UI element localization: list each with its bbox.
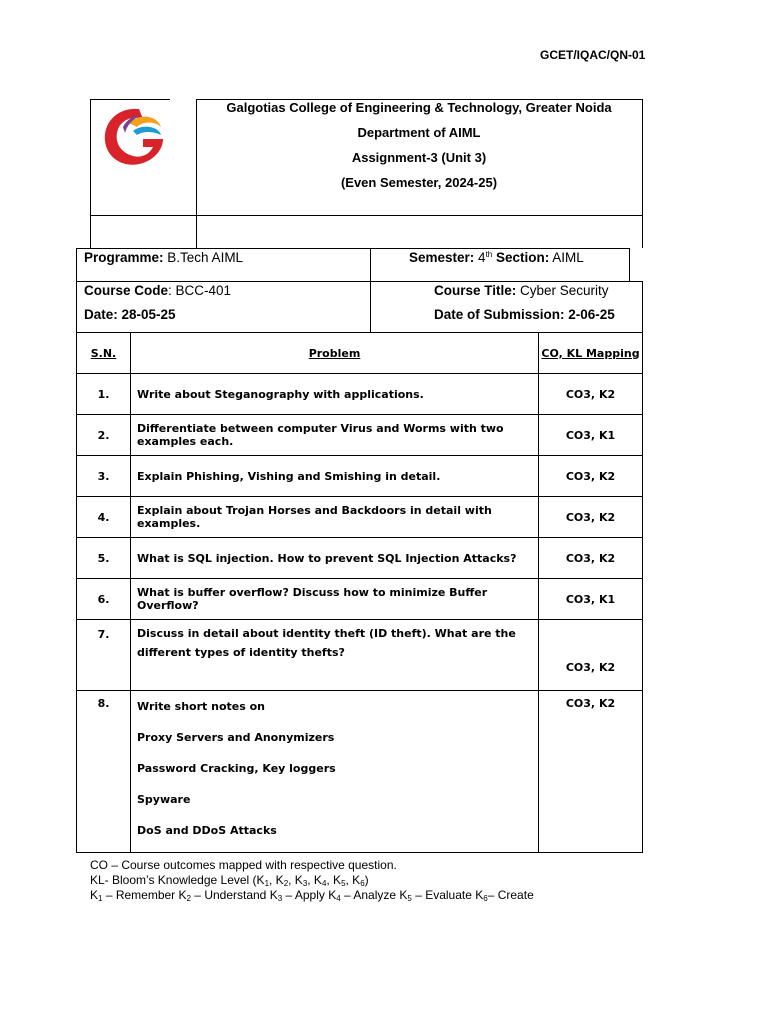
header-co-kl: CO, KL Mapping <box>539 333 643 374</box>
row-problem: What is SQL injection. How to prevent SQL Injection Attacks? <box>131 538 539 579</box>
course-code-label: Course Code <box>84 283 169 298</box>
row-co: CO3, K1 <box>539 415 643 456</box>
notes-line: Proxy Servers and Anonymizers <box>137 731 335 744</box>
table-header-row <box>77 333 643 374</box>
row-co: CO3, K2 <box>539 620 643 691</box>
row-problem: What is buffer overflow? Discuss how to minimize Buffer Overflow? <box>131 579 539 620</box>
notes-line: Password Cracking, Key loggers <box>137 762 336 775</box>
department-name: Department of AIML <box>357 125 481 140</box>
course-title-label: Course Title: <box>434 283 517 298</box>
row-problem: Explain about Trojan Horses and Backdoors in detail with examples. <box>131 497 539 538</box>
table-row <box>77 415 643 456</box>
course-code-value: : BCC-401 <box>168 283 232 298</box>
assignment-title: Assignment-3 (Unit 3) <box>351 150 487 165</box>
row-sn: 7. <box>77 620 131 691</box>
notes-line: Spyware <box>137 793 191 806</box>
row-sn: 4. <box>77 497 131 538</box>
semester-sup: th <box>485 250 493 259</box>
row-problem-notes <box>131 691 539 853</box>
table-row <box>77 620 643 691</box>
semester-label: Semester: <box>409 250 475 265</box>
programme-value: B.Tech AIML <box>163 250 244 265</box>
row-co: CO3, K2 <box>539 374 643 415</box>
notes-line: Write short notes on <box>137 700 266 713</box>
footer-kl-prefix: KL- Bloom’s Knowledge Level ( <box>90 873 257 887</box>
row-co: CO3, K2 <box>539 497 643 538</box>
course-title-field <box>434 283 609 298</box>
section-label: Section: <box>496 250 550 265</box>
table-row <box>77 691 643 853</box>
row-problem: Explain Phishing, Vishing and Smishing in detail. <box>131 456 539 497</box>
row-co: CO3, K2 <box>539 456 643 497</box>
footer-levels-line: $K_1$ – Remember $K_2$ – Understand $K_3$ – Apply $K_4$ – Analyze $K_5$ – Evaluate $K_6-$ Create <box>90 888 534 903</box>
footer-kl-line: KL- Bloom’s Knowledge Level ($K_1$, $K_2$, $K_3$, $K_4$, $K_5$, $K_6$) <box>90 873 369 888</box>
level-understand: Understand <box>204 888 267 902</box>
level-create: Create <box>497 888 534 902</box>
date-value: 28-05-25 <box>117 307 176 322</box>
header-problem: Problem <box>131 333 539 374</box>
college-name: Galgotias College of Engineering & Technology, Greater Noida <box>226 100 612 115</box>
row-co: CO3, K1 <box>539 579 643 620</box>
programme-label: Programme: <box>84 250 164 265</box>
document-code: GCET/IQAC/QN-01 <box>540 48 646 62</box>
date-label: Date: <box>84 307 118 322</box>
row-sn: 2. <box>77 415 131 456</box>
college-logo <box>99 103 169 169</box>
footer-co-line: CO – Course outcomes mapped with respective question. <box>90 858 397 872</box>
table-row <box>77 456 643 497</box>
row-sn: 1. <box>77 374 131 415</box>
row-problem: Write about Steganography with applications. <box>131 374 539 415</box>
row-sn: 6. <box>77 579 131 620</box>
section-value: AIML <box>549 250 584 265</box>
programme-field <box>84 250 243 265</box>
level-analyze: Analyze <box>353 888 397 902</box>
row-sn: 8. <box>77 691 131 853</box>
notes-line: DoS and DDoS Attacks <box>137 824 277 837</box>
header-sn: S.N. <box>77 333 131 374</box>
date-field <box>84 307 176 322</box>
semester-term: (Even Semester, 2024-25) <box>340 175 498 190</box>
row-co: CO3, K2 <box>539 538 643 579</box>
semester-field <box>409 250 584 265</box>
header-text <box>196 99 642 199</box>
submission-label: Date of Submission: <box>434 307 565 322</box>
submission-field <box>434 307 615 322</box>
table-row <box>77 497 643 538</box>
course-code-field <box>84 283 231 298</box>
questions-table <box>76 332 643 853</box>
submission-value: 2-06-25 <box>564 307 615 322</box>
level-apply: Apply <box>294 888 325 902</box>
level-evaluate: Evaluate <box>425 888 472 902</box>
row-sn: 3. <box>77 456 131 497</box>
row-co: CO3, K2 <box>539 691 643 853</box>
row-sn: 5. <box>77 538 131 579</box>
footer-notes <box>90 858 534 903</box>
semester-value: 4 <box>474 250 486 265</box>
row-problem: Discuss in detail about identity theft (ID theft). What are the different types of identity thefts? <box>131 620 539 691</box>
table-row <box>77 538 643 579</box>
table-row <box>77 374 643 415</box>
row-problem: Differentiate between computer Virus and Worms with two examples each. <box>131 415 539 456</box>
table-row <box>77 579 643 620</box>
course-title-value: Cyber Security <box>516 283 609 298</box>
level-remember: Remember <box>115 888 176 902</box>
